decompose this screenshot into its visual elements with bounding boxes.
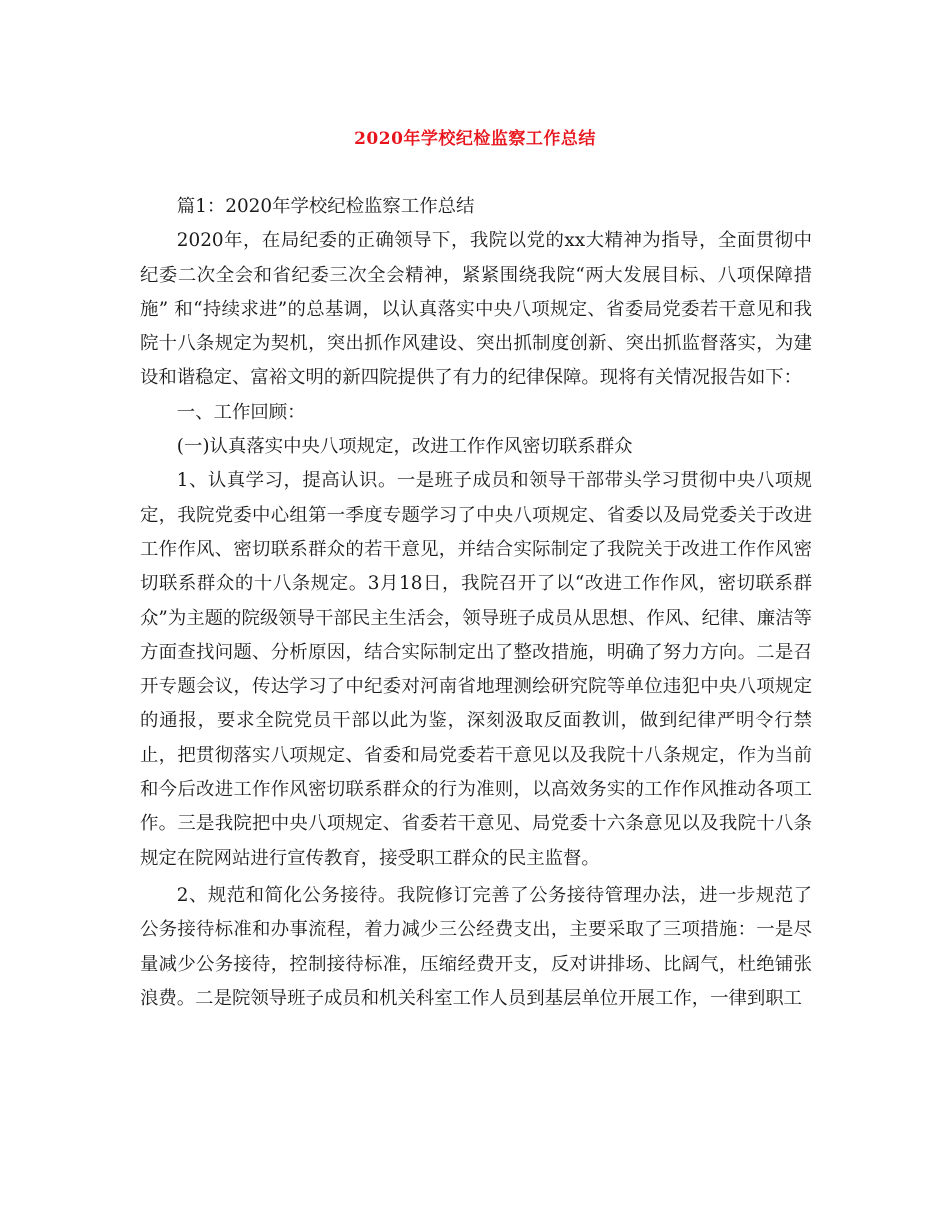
document-title: 2020年学校纪检监察工作总结	[354, 129, 596, 149]
document-body	[140, 190, 812, 1016]
paragraph-intro: 2020年，在局纪委的正确领导下，我院以党的xx大精神为指导，全面贯彻中纪委二次全会和省纪委三次全会精神，紧紧围绕我院“两大发展目标、八项保障措施” 和“持续求进”的总基调，以认真落实中央八项规定、省委局党委若干意见和我院十八条规定为契机，突出抓作风建设、突出抓制度创新、突出抓监督落实，为建设和谐稳定、富裕文明的新四院提供了有力的纪律保障。现将有关情况报告如下：	[140, 230, 812, 389]
paragraph-heading: 篇1：2020年学校纪检监察工作总结	[176, 196, 475, 217]
subsection-heading: (一)认真落实中央八项规定，改进工作作风密切联系群众	[176, 436, 633, 458]
paragraph-item-1: 1、认真学习，提高认识。一是班子成员和领导干部带头学习贯彻中央八项规定，我院党委中心组第一季度专题学习了中央八项规定、省委以及局党委关于改进工作作风、密切联系群众的若干意见，并结合实际制定了我院关于改进工作作风密切联系群众的十八条规定。3月18日，我院召开了以“改进工作作风，密切联系群众”为主题的院级领导干部民主生活会，领导班子成员从思想、作风、纪律、廉洁等方面查找问题、分析原因，结合实际制定出了整改措施，明确了努力方向。二是召开专题会议，传达学习了中纪委对河南省地理测绘研究院等单位违犯中央八项规定的通报，要求全院党员干部以此为鉴，深刻汲取反面教训，做到纪律严明令行禁止，把贯彻落实八项规定、省委和局党委若干意见以及我院十八条规定，作为当前和今后改进工作作风密切联系群众的行为准则，以高效务实的工作作风推动各项工作。三是我院把中央八项规定、省委若干意见、局党委十六条意见以及我院十八条规定在院网站进行宣传教育，接受职工群众的民主监督。	[140, 470, 812, 869]
paragraph-item-2: 2、规范和简化公务接待。我院修订完善了公务接待管理办法，进一步规范了公务接待标准和办事流程，着力减少三公经费支出，主要采取了三项措施：一是尽量减少公务接待，控制接待标准，压缩经费开支，反对讲排场、比阔气，杜绝铺张浪费。二是院领导班子成员和机关科室工作人员到基层单位开展工作，一律到职工	[140, 884, 812, 1009]
section-heading: 一、工作回顾：	[176, 401, 306, 423]
